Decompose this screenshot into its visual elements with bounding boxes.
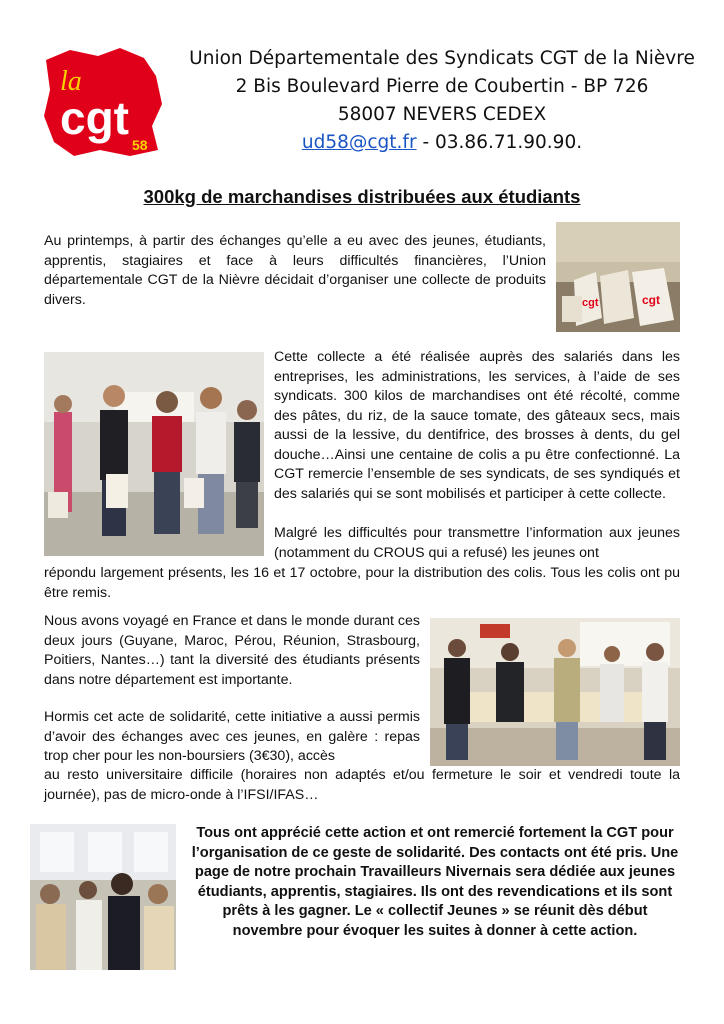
paragraph-distribution-part1: Malgré les difficultés pour transmettre l’information aux jeunes (notamment du CROUS qui a refusé) les jeunes ont (274, 525, 680, 561)
svg-text:la: la (60, 66, 82, 97)
paragraph-diversity: Nous avons voyagé en France et dans le monde durant ces deux jours (Guyane, Maroc, Pérou, Réunion, Strasbourg, Poitiers, Nantes…) tant la diversité des étudiants présents dans notre département est importante. (44, 613, 420, 688)
svg-text:cgt: cgt (60, 92, 129, 144)
header-contact (160, 132, 724, 153)
header-city: 58007 NEVERS CEDEX (337, 104, 547, 125)
photo-crowd (30, 824, 176, 970)
email-link[interactable]: ud58@cgt.fr (301, 132, 417, 153)
paragraph-intro: Au printemps, à partir des échanges qu’elle a eu avec des jeunes, étudiants, apprentis, stagiaires et face à leurs difficultés financières, l’Union départementale CGT de la Nièvre décidait d’organiser une collecte de produits divers. (44, 233, 546, 308)
svg-text:58: 58 (132, 137, 148, 153)
paragraph-exchanges-part2: au resto universitaire difficile (horaires non adaptés et/ou fermeture le soir et vendredi toute la journée), pas de micro-onde à l’IFSI/IFAS… (44, 767, 680, 803)
closing-statement: Tous ont apprécié cette action et ont remercié fortement la CGT pour l’organisation de ce geste de solidarité. Des contacts ont été pris. Une page de notre prochain Travailleurs Nivernais sera dédiée aux jeunes étudiants, apprentis, stagiaires. Ils ont des revendications et ils sont prêts à les gagner. Le « collectif Jeunes » se réunit dès début novembre pour évoquer les suites à donner à cette action. (191, 825, 679, 939)
article-title: 300kg de marchandises distribuées aux étudiants (143, 186, 581, 207)
photo-students-collecting (44, 352, 264, 556)
paragraph-distribution-part2: répondu largement présents, les 16 et 17 octobre, pour la distribution des colis. Tous les colis ont pu être remis. (44, 565, 680, 601)
header-org-name: Union Départementale des Syndicats CGT de la Nièvre (189, 48, 695, 69)
photo-bags (556, 222, 680, 332)
cgt-logo (40, 46, 164, 158)
photo-distribution-tables (430, 618, 680, 766)
header-address: 2 Bis Boulevard Pierre de Coubertin - BP 726 (235, 76, 649, 97)
svg-text:cgt: cgt (582, 297, 599, 309)
phone-number: - 03.86.71.90.90. (416, 132, 583, 153)
svg-text:cgt: cgt (642, 293, 660, 307)
paragraph-collection: Cette collecte a été réalisée auprès des salariés dans les entreprises, les administrations, les services, à l’aide de ses syndicats. 300 kilos de marchandises ont été récolté, comme des pâtes, du riz, de la sauce tomate, des gâteaux secs, mais aussi de la lessive, du dentifrice, des brosses à dents, du gel douche…Ainsi une centaine de colis a pu être confectionné. La CGT remercie l’ensemble de ses syndicats, de ses syndiqués et des salariés qui se sont mobilisés et participer à cette collecte. (274, 349, 680, 502)
paragraph-exchanges-part1: Hormis cet acte de solidarité, cette initiative a aussi permis d’avoir des échanges avec ces jeunes, en galère : repas trop cher pour les non-boursiers (3€30), accès (44, 709, 420, 764)
